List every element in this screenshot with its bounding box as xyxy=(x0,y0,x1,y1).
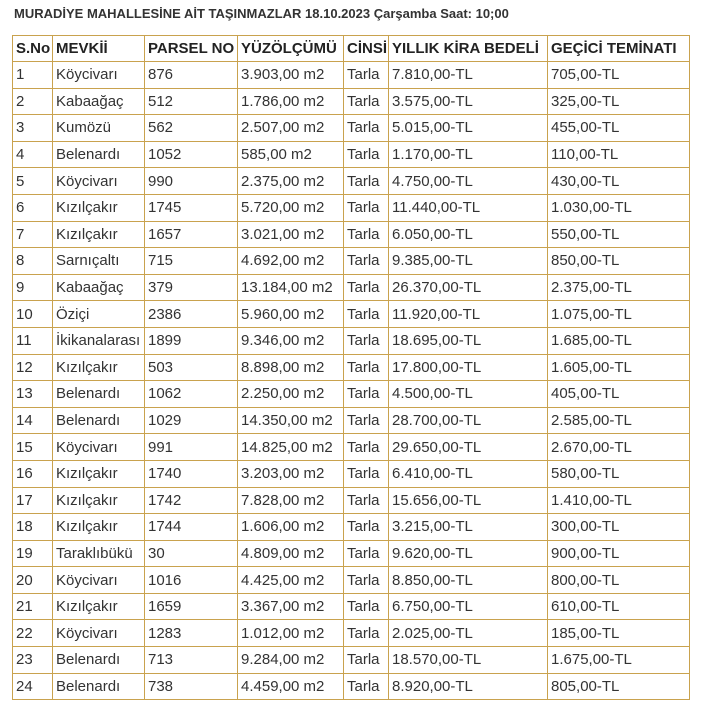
cell-cinsi: Tarla xyxy=(344,540,389,567)
table-row xyxy=(13,407,690,434)
cell-yuzolcumu: 4.809,00 m2 xyxy=(238,540,344,567)
cell-teminat: 2.585,00-TL xyxy=(548,407,690,434)
table-row xyxy=(13,673,690,700)
cell-yuzolcumu: 2.250,00 m2 xyxy=(238,381,344,408)
cell-teminat: 805,00-TL xyxy=(548,673,690,700)
table-row xyxy=(13,327,690,354)
cell-kira-bedeli: 17.800,00-TL xyxy=(389,354,548,381)
cell-teminat: 610,00-TL xyxy=(548,593,690,620)
cell-kira-bedeli: 8.850,00-TL xyxy=(389,567,548,594)
cell-sno: 5 xyxy=(13,168,53,195)
cell-cinsi: Tarla xyxy=(344,327,389,354)
cell-yuzolcumu: 2.507,00 m2 xyxy=(238,115,344,142)
cell-sno: 7 xyxy=(13,221,53,248)
cell-parsel-no: 1744 xyxy=(145,514,238,541)
cell-kira-bedeli: 11.920,00-TL xyxy=(389,301,548,328)
cell-kira-bedeli: 18.570,00-TL xyxy=(389,647,548,674)
cell-parsel-no: 2386 xyxy=(145,301,238,328)
table-row xyxy=(13,460,690,487)
cell-sno: 14 xyxy=(13,407,53,434)
cell-cinsi: Tarla xyxy=(344,434,389,461)
cell-kira-bedeli: 26.370,00-TL xyxy=(389,274,548,301)
cell-teminat: 185,00-TL xyxy=(548,620,690,647)
cell-sno: 15 xyxy=(13,434,53,461)
cell-sno: 8 xyxy=(13,248,53,275)
cell-parsel-no: 990 xyxy=(145,168,238,195)
cell-teminat: 1.075,00-TL xyxy=(548,301,690,328)
cell-sno: 11 xyxy=(13,327,53,354)
cell-sno: 13 xyxy=(13,381,53,408)
cell-kira-bedeli: 4.500,00-TL xyxy=(389,381,548,408)
cell-mevkii: Kumözü xyxy=(53,115,145,142)
cell-cinsi: Tarla xyxy=(344,593,389,620)
cell-yuzolcumu: 5.960,00 m2 xyxy=(238,301,344,328)
cell-kira-bedeli: 8.920,00-TL xyxy=(389,673,548,700)
cell-parsel-no: 562 xyxy=(145,115,238,142)
cell-sno: 20 xyxy=(13,567,53,594)
cell-sno: 22 xyxy=(13,620,53,647)
cell-kira-bedeli: 28.700,00-TL xyxy=(389,407,548,434)
cell-kira-bedeli: 3.575,00-TL xyxy=(389,88,548,115)
table-row xyxy=(13,141,690,168)
cell-yuzolcumu: 1.012,00 m2 xyxy=(238,620,344,647)
cell-sno: 24 xyxy=(13,673,53,700)
cell-sno: 9 xyxy=(13,274,53,301)
cell-cinsi: Tarla xyxy=(344,88,389,115)
cell-parsel-no: 1052 xyxy=(145,141,238,168)
cell-parsel-no: 991 xyxy=(145,434,238,461)
cell-cinsi: Tarla xyxy=(344,194,389,221)
table-row xyxy=(13,301,690,328)
cell-sno: 1 xyxy=(13,62,53,89)
cell-kira-bedeli: 6.410,00-TL xyxy=(389,460,548,487)
cell-teminat: 705,00-TL xyxy=(548,62,690,89)
header-mevkii: MEVKİİ xyxy=(53,36,145,62)
cell-parsel-no: 1740 xyxy=(145,460,238,487)
cell-yuzolcumu: 3.367,00 m2 xyxy=(238,593,344,620)
cell-teminat: 2.670,00-TL xyxy=(548,434,690,461)
cell-mevkii: Köycivarı xyxy=(53,434,145,461)
cell-teminat: 1.605,00-TL xyxy=(548,354,690,381)
cell-sno: 10 xyxy=(13,301,53,328)
cell-kira-bedeli: 15.656,00-TL xyxy=(389,487,548,514)
cell-mevkii: Belenardı xyxy=(53,673,145,700)
cell-yuzolcumu: 3.021,00 m2 xyxy=(238,221,344,248)
cell-yuzolcumu: 3.903,00 m2 xyxy=(238,62,344,89)
header-sno: S.No xyxy=(13,36,53,62)
cell-teminat: 110,00-TL xyxy=(548,141,690,168)
cell-parsel-no: 512 xyxy=(145,88,238,115)
cell-mevkii: Kızılçakır xyxy=(53,354,145,381)
cell-kira-bedeli: 18.695,00-TL xyxy=(389,327,548,354)
cell-parsel-no: 738 xyxy=(145,673,238,700)
cell-mevkii: Belenardı xyxy=(53,141,145,168)
cell-mevkii: Kızılçakır xyxy=(53,487,145,514)
cell-sno: 2 xyxy=(13,88,53,115)
cell-sno: 23 xyxy=(13,647,53,674)
cell-mevkii: Belenardı xyxy=(53,647,145,674)
cell-yuzolcumu: 9.284,00 m2 xyxy=(238,647,344,674)
table-row xyxy=(13,514,690,541)
cell-mevkii: Köycivarı xyxy=(53,168,145,195)
cell-teminat: 2.375,00-TL xyxy=(548,274,690,301)
cell-yuzolcumu: 4.692,00 m2 xyxy=(238,248,344,275)
cell-teminat: 325,00-TL xyxy=(548,88,690,115)
cell-teminat: 1.410,00-TL xyxy=(548,487,690,514)
cell-yuzolcumu: 4.459,00 m2 xyxy=(238,673,344,700)
cell-cinsi: Tarla xyxy=(344,567,389,594)
cell-parsel-no: 715 xyxy=(145,248,238,275)
table-row xyxy=(13,593,690,620)
cell-mevkii: Kızılçakır xyxy=(53,221,145,248)
cell-yuzolcumu: 13.184,00 m2 xyxy=(238,274,344,301)
table-row xyxy=(13,88,690,115)
cell-cinsi: Tarla xyxy=(344,62,389,89)
cell-kira-bedeli: 4.750,00-TL xyxy=(389,168,548,195)
cell-teminat: 900,00-TL xyxy=(548,540,690,567)
cell-cinsi: Tarla xyxy=(344,620,389,647)
cell-parsel-no: 1062 xyxy=(145,381,238,408)
property-table xyxy=(12,35,690,700)
cell-yuzolcumu: 1.786,00 m2 xyxy=(238,88,344,115)
cell-mevkii: Köycivarı xyxy=(53,62,145,89)
table-row xyxy=(13,115,690,142)
cell-kira-bedeli: 3.215,00-TL xyxy=(389,514,548,541)
table-row xyxy=(13,274,690,301)
cell-parsel-no: 379 xyxy=(145,274,238,301)
cell-cinsi: Tarla xyxy=(344,221,389,248)
cell-mevkii: Kızılçakır xyxy=(53,460,145,487)
table-header xyxy=(13,36,690,62)
cell-mevkii: Kabaağaç xyxy=(53,88,145,115)
cell-teminat: 455,00-TL xyxy=(548,115,690,142)
table-row xyxy=(13,248,690,275)
table-row xyxy=(13,434,690,461)
cell-parsel-no: 1283 xyxy=(145,620,238,647)
cell-yuzolcumu: 1.606,00 m2 xyxy=(238,514,344,541)
table-row xyxy=(13,647,690,674)
cell-cinsi: Tarla xyxy=(344,115,389,142)
cell-parsel-no: 1659 xyxy=(145,593,238,620)
cell-teminat: 850,00-TL xyxy=(548,248,690,275)
cell-yuzolcumu: 5.720,00 m2 xyxy=(238,194,344,221)
cell-mevkii: Sarnıçaltı xyxy=(53,248,145,275)
cell-mevkii: Köycivarı xyxy=(53,620,145,647)
cell-yuzolcumu: 14.825,00 m2 xyxy=(238,434,344,461)
cell-parsel-no: 30 xyxy=(145,540,238,567)
cell-sno: 12 xyxy=(13,354,53,381)
cell-mevkii: Köycivarı xyxy=(53,567,145,594)
cell-parsel-no: 1745 xyxy=(145,194,238,221)
cell-kira-bedeli: 9.385,00-TL xyxy=(389,248,548,275)
cell-sno: 4 xyxy=(13,141,53,168)
cell-sno: 19 xyxy=(13,540,53,567)
cell-cinsi: Tarla xyxy=(344,301,389,328)
cell-mevkii: Belenardı xyxy=(53,407,145,434)
cell-sno: 17 xyxy=(13,487,53,514)
table-row xyxy=(13,194,690,221)
cell-yuzolcumu: 3.203,00 m2 xyxy=(238,460,344,487)
cell-kira-bedeli: 5.015,00-TL xyxy=(389,115,548,142)
cell-cinsi: Tarla xyxy=(344,381,389,408)
cell-cinsi: Tarla xyxy=(344,487,389,514)
cell-teminat: 580,00-TL xyxy=(548,460,690,487)
table-row xyxy=(13,221,690,248)
table-row xyxy=(13,381,690,408)
cell-yuzolcumu: 585,00 m2 xyxy=(238,141,344,168)
cell-parsel-no: 713 xyxy=(145,647,238,674)
cell-teminat: 550,00-TL xyxy=(548,221,690,248)
cell-kira-bedeli: 29.650,00-TL xyxy=(389,434,548,461)
cell-cinsi: Tarla xyxy=(344,514,389,541)
cell-cinsi: Tarla xyxy=(344,647,389,674)
cell-mevkii: İkikanalarası xyxy=(53,327,145,354)
cell-parsel-no: 1899 xyxy=(145,327,238,354)
cell-mevkii: Kızılçakır xyxy=(53,194,145,221)
table-row xyxy=(13,567,690,594)
cell-kira-bedeli: 9.620,00-TL xyxy=(389,540,548,567)
cell-teminat: 800,00-TL xyxy=(548,567,690,594)
cell-sno: 21 xyxy=(13,593,53,620)
cell-yuzolcumu: 7.828,00 m2 xyxy=(238,487,344,514)
header-cinsi: CİNSİ xyxy=(344,36,389,62)
cell-teminat: 1.030,00-TL xyxy=(548,194,690,221)
cell-cinsi: Tarla xyxy=(344,354,389,381)
table-row xyxy=(13,354,690,381)
cell-kira-bedeli: 6.750,00-TL xyxy=(389,593,548,620)
table-row xyxy=(13,540,690,567)
cell-cinsi: Tarla xyxy=(344,407,389,434)
cell-yuzolcumu: 9.346,00 m2 xyxy=(238,327,344,354)
cell-kira-bedeli: 1.170,00-TL xyxy=(389,141,548,168)
cell-cinsi: Tarla xyxy=(344,168,389,195)
cell-kira-bedeli: 2.025,00-TL xyxy=(389,620,548,647)
cell-mevkii: Kabaağaç xyxy=(53,274,145,301)
cell-teminat: 1.685,00-TL xyxy=(548,327,690,354)
cell-teminat: 1.675,00-TL xyxy=(548,647,690,674)
cell-kira-bedeli: 7.810,00-TL xyxy=(389,62,548,89)
header-yillik-kira-bedeli: YILLIK KİRA BEDELİ xyxy=(389,36,548,62)
header-row xyxy=(13,36,690,62)
cell-cinsi: Tarla xyxy=(344,248,389,275)
cell-yuzolcumu: 14.350,00 m2 xyxy=(238,407,344,434)
table-row xyxy=(13,168,690,195)
cell-mevkii: Öziçi xyxy=(53,301,145,328)
table-row xyxy=(13,620,690,647)
header-gecici-teminati: GEÇİCİ TEMİNATI xyxy=(548,36,690,62)
cell-parsel-no: 1657 xyxy=(145,221,238,248)
cell-teminat: 300,00-TL xyxy=(548,514,690,541)
cell-kira-bedeli: 6.050,00-TL xyxy=(389,221,548,248)
cell-parsel-no: 503 xyxy=(145,354,238,381)
cell-teminat: 430,00-TL xyxy=(548,168,690,195)
cell-parsel-no: 876 xyxy=(145,62,238,89)
cell-cinsi: Tarla xyxy=(344,673,389,700)
cell-yuzolcumu: 2.375,00 m2 xyxy=(238,168,344,195)
cell-sno: 3 xyxy=(13,115,53,142)
cell-cinsi: Tarla xyxy=(344,460,389,487)
cell-parsel-no: 1742 xyxy=(145,487,238,514)
page-title: MURADİYE MAHALLESİNE AİT TAŞINMAZLAR 18.10.2023 Çarşamba Saat: 10;00 xyxy=(14,6,509,21)
table-body xyxy=(13,62,690,700)
header-parsel-no: PARSEL NO xyxy=(145,36,238,62)
cell-teminat: 405,00-TL xyxy=(548,381,690,408)
cell-cinsi: Tarla xyxy=(344,141,389,168)
cell-cinsi: Tarla xyxy=(344,274,389,301)
cell-sno: 6 xyxy=(13,194,53,221)
cell-mevkii: Kızılçakır xyxy=(53,514,145,541)
table-row xyxy=(13,62,690,89)
cell-sno: 16 xyxy=(13,460,53,487)
cell-yuzolcumu: 8.898,00 m2 xyxy=(238,354,344,381)
table-row xyxy=(13,487,690,514)
cell-mevkii: Kızılçakır xyxy=(53,593,145,620)
cell-sno: 18 xyxy=(13,514,53,541)
cell-mevkii: Belenardı xyxy=(53,381,145,408)
cell-yuzolcumu: 4.425,00 m2 xyxy=(238,567,344,594)
cell-kira-bedeli: 11.440,00-TL xyxy=(389,194,548,221)
header-yuzolcumu: YÜZÖLÇÜMÜ xyxy=(238,36,344,62)
cell-mevkii: Taraklıbükü xyxy=(53,540,145,567)
cell-parsel-no: 1016 xyxy=(145,567,238,594)
cell-parsel-no: 1029 xyxy=(145,407,238,434)
